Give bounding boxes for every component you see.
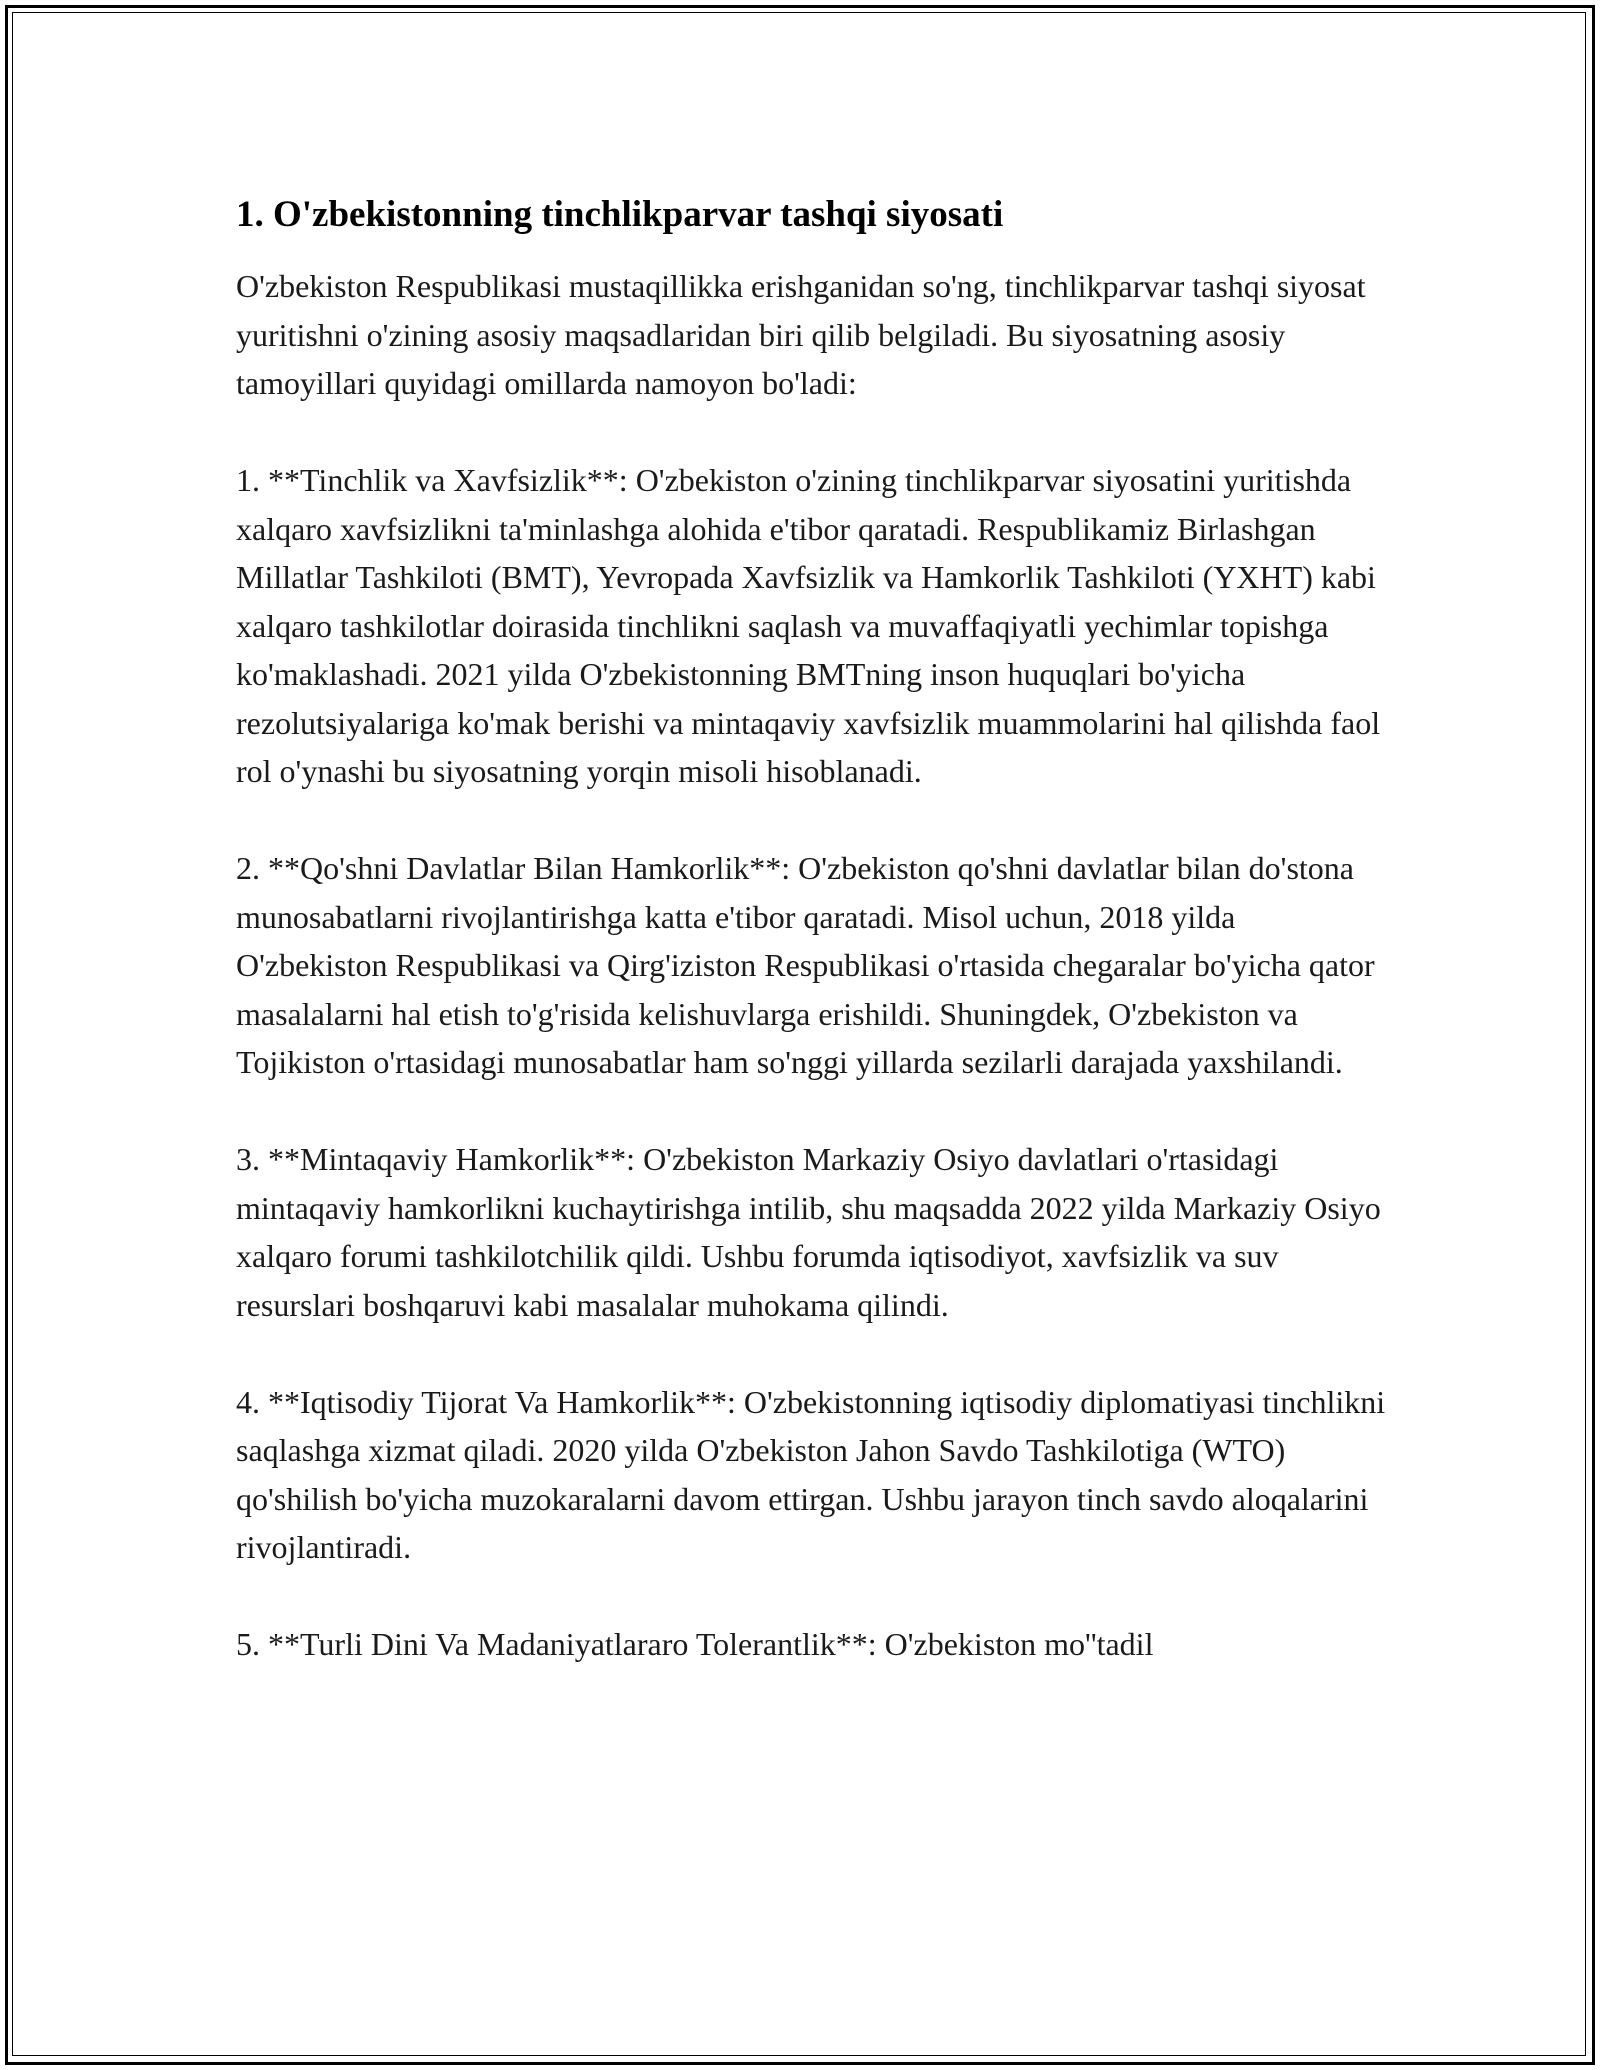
document-body	[236, 190, 1386, 1669]
intro-paragraph: O'zbekiston Respublikasi mustaqillikka erishganidan so'ng, tinchlikparvar tashqi siyosat yuritishni o'zining asosiy maqsadlaridan biri qilib belgiladi. Bu siyosatning asosiy tamoyillari quyidagi omillarda namoyon bo'ladi:	[236, 268, 1366, 401]
list-item: 2. **Qo'shni Davlatlar Bilan Hamkorlik**: O'zbekiston qo'shni davlatlar bilan do'stona munosabatlarni rivojlantirishga katta e'tibor qaratadi. Misol uchun, 2018 yilda O'zbekiston Respublikasi va Qirg'iziston Respublikasi o'rtasida chegaralar bo'yicha qator masalalarni hal etish to'g'risida kelishuvlarga erishildi. Shuningdek, O'zbekiston va Tojikiston o'rtasidagi munosabatlar ham so'nggi yillarda sezilarli darajada yaxshilandi.	[236, 850, 1375, 1080]
list-item: 4. **Iqtisodiy Tijorat Va Hamkorlik**: O'zbekistonning iqtisodiy diplomatiyasi tinchlikni saqlashga xizmat qiladi. 2020 yilda O'zbekiston Jahon Savdo Tashkilotiga (WTO) qo'shilish bo'yicha muzokaralarni davom ettirgan. Ushbu jarayon tinch savdo aloqalarini rivojlantiradi.	[236, 1383, 1386, 1565]
section-heading: 1. O'zbekistonning tinchlikparvar tashqi siyosati	[236, 194, 1004, 235]
list-item: 5. **Turli Dini Va Madaniyatlararo Tolerantlik**: O'zbekiston mo''tadil	[236, 1626, 1154, 1662]
list-item: 1. **Tinchlik va Xavfsizlik**: O'zbekiston o'zining tinchlikparvar siyosatini yuritishda xalqaro xavfsizlikni ta'minlashga alohida e'tibor qaratadi. Respublikamiz Birlashgan Millatlar Tashkiloti (BMT), Yevropada Xavfsizlik va Hamkorlik Tashkiloti (YXHT) kabi xalqaro tashkilotlar doirasida tinchlikni saqlash va muvaffaqiyatli yechimlar topishga ko'maklashadi. 2021 yilda O'zbekistonning BMTning inson huquqlari bo'yicha rezolutsiyalariga ko'mak berishi va mintaqaviy xavfsizlik muammolarini hal qilishda faol rol o'ynashi bu siyosatning yorqin misoli hisoblanadi.	[236, 462, 1381, 789]
list-item: 3. **Mintaqaviy Hamkorlik**: O'zbekiston Markaziy Osiyo davlatlari o'rtasidagi mintaqaviy hamkorlikni kuchaytirishga intilib, shu maqsadda 2022 yilda Markaziy Osiyo xalqaro forumi tashkilotchilik qildi. Ushbu forumda iqtisodiyot, xavfsizlik va suv resurslari boshqaruvi kabi masalalar muhokama qilindi.	[236, 1141, 1381, 1323]
